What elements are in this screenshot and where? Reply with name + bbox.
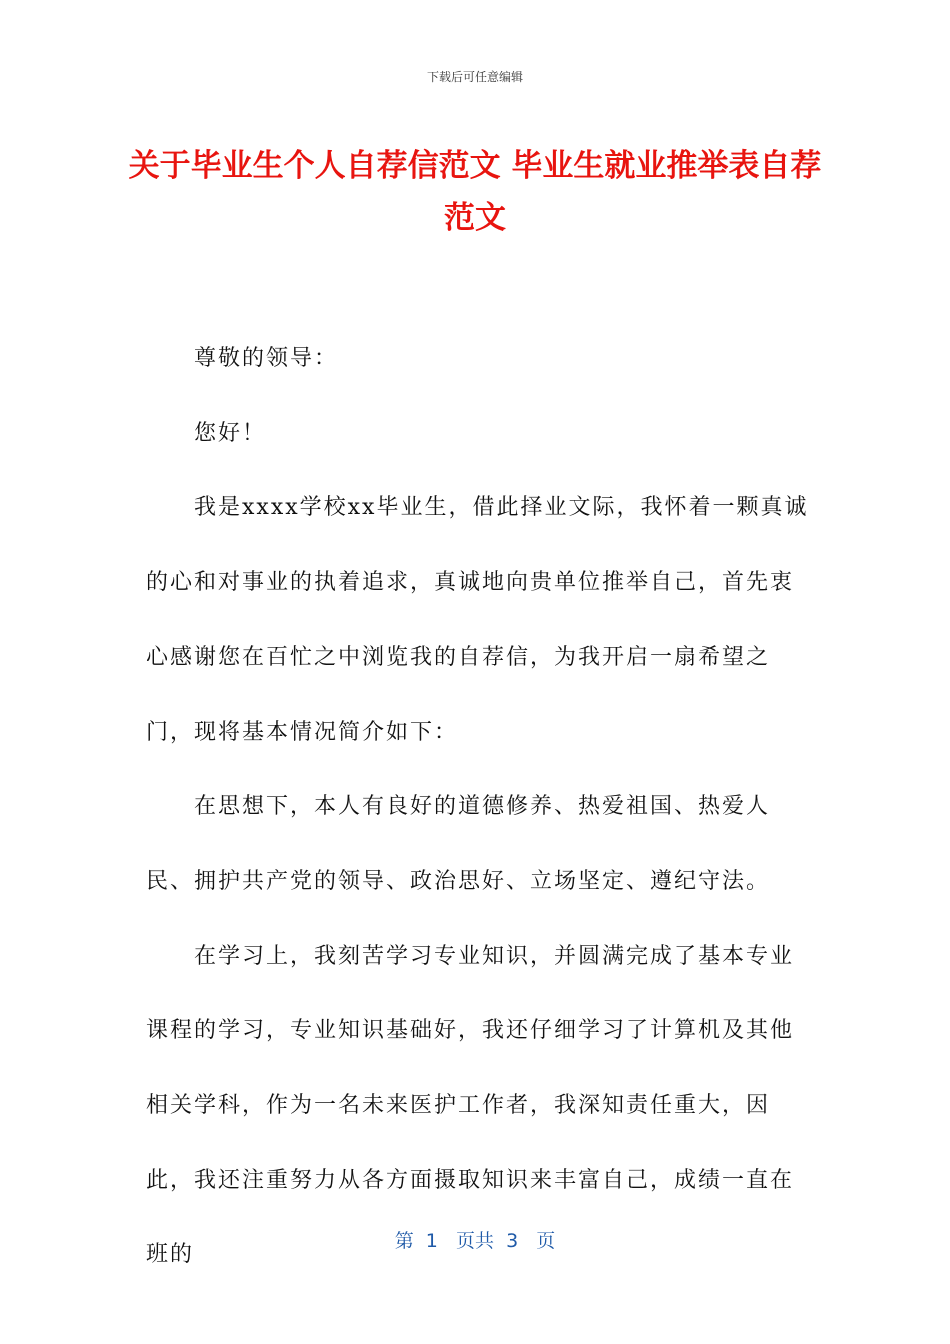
salutation: 尊敬的领导： xyxy=(194,346,339,371)
document-body xyxy=(146,322,810,1293)
header-note: 下载后可任意编辑 xyxy=(426,70,523,84)
body-paragraph: 在思想下，本人有良好的道德修养、热爱祖国、热爱人民、拥护共产党的领导、政治思好、立场坚定、遵纪守法。 xyxy=(146,794,771,894)
body-paragraph: 在学习上，我刻苦学习专业知识，并圆满完成了基本专业课程的学习，专业知识基础好，我还仔细学习了计算机及其他相关学科，作为一名未来医护工作者，我深知责任重大，因此，我还注重努力从各方面摄取知识来丰富自己，成绩一直在班的 xyxy=(146,943,795,1268)
body-paragraph: 我是xxxx学校xx毕业生，借此择业文际，我怀着一颗真诚的心和对事业的执着追求，真诚地向贵单位推举自己，首先衷心感谢您在百忙之中浏览我的自荐信，为我开启一扇希望之门，现将基本情况简介如下： xyxy=(146,495,809,745)
document-title: 关于毕业生个人自荐信范文 毕业生就业推举表自荐范文 xyxy=(128,148,822,236)
greeting: 您好！ xyxy=(194,420,267,446)
page-number-footer: 第 1 页共 3 页 xyxy=(394,1230,556,1252)
